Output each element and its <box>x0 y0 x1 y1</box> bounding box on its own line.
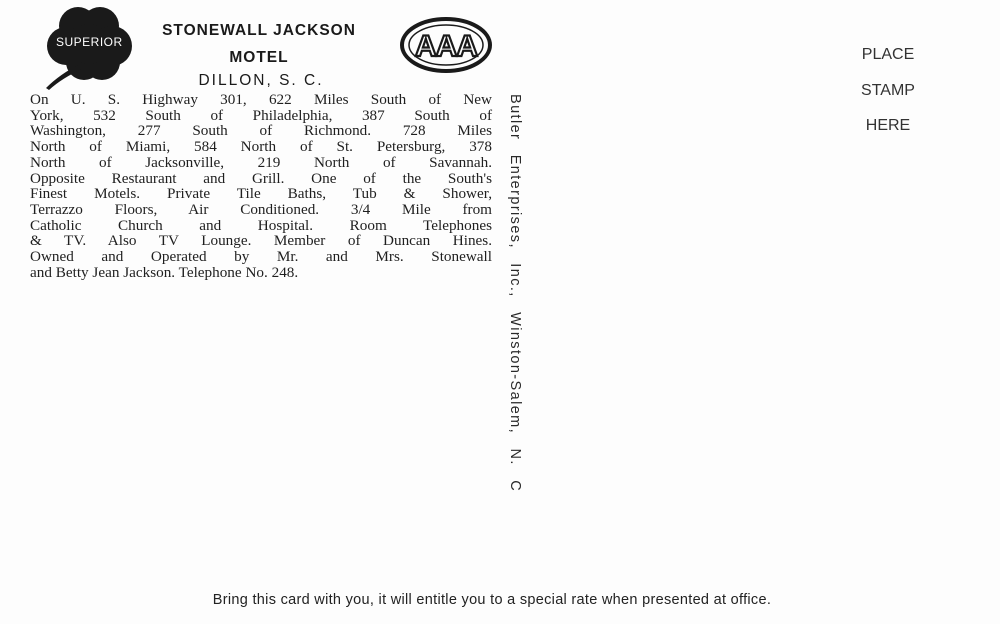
description-line: Opposite Restaurant and Grill. One of the South's <box>30 169 492 187</box>
clover-label: SUPERIOR <box>56 35 123 49</box>
description-line: and Betty Jean Jackson. Telephone No. 248. <box>30 263 299 281</box>
description-line: North of Miami, 584 North of St. Petersburg, 378 <box>30 138 492 156</box>
description-line: Terrazzo Floors, Air Conditioned. 3/4 Mile from <box>30 200 492 218</box>
aaa-logo-text: AAA <box>415 30 477 63</box>
publisher-credit <box>506 94 526 514</box>
stamp-box-line2: STAMP <box>861 82 915 99</box>
stamp-box-line1: PLACE <box>861 46 915 63</box>
description-line: Washington, 277 South of Richmond. 728 Miles <box>30 122 492 140</box>
motel-location: DILLON, S. C. <box>198 72 324 89</box>
description-line: North of Jacksonville, 219 North of Savannah. <box>30 153 492 171</box>
description-line: Finest Motels. Private Tile Baths, Tub & Shower, <box>30 185 492 203</box>
description-line: & TV. Also TV Lounge. Member of Duncan Hines. <box>30 232 492 250</box>
aaa-logo <box>400 17 492 73</box>
motel-name-line2: MOTEL <box>229 49 289 66</box>
motel-description <box>30 92 492 280</box>
description-line: On U. S. Highway 301, 622 Miles South of New <box>30 91 492 108</box>
description-line: Owned and Operated by Mr. and Mrs. Stonewall <box>30 248 492 266</box>
special-rate-notice: Bring this card with you, it will entitle you to a special rate when presented at office. <box>212 592 772 608</box>
motel-name-line1: STONEWALL JACKSON <box>162 22 356 39</box>
stamp-box-line3: HERE <box>865 117 911 134</box>
description-line: York, 532 South of Philadelphia, 387 South of <box>30 106 492 124</box>
description-line: Catholic Church and Hospital. Room Telephones <box>30 216 492 234</box>
publisher-text: Butler Enterprises, Inc., Winston-Salem, N. C <box>507 94 523 493</box>
